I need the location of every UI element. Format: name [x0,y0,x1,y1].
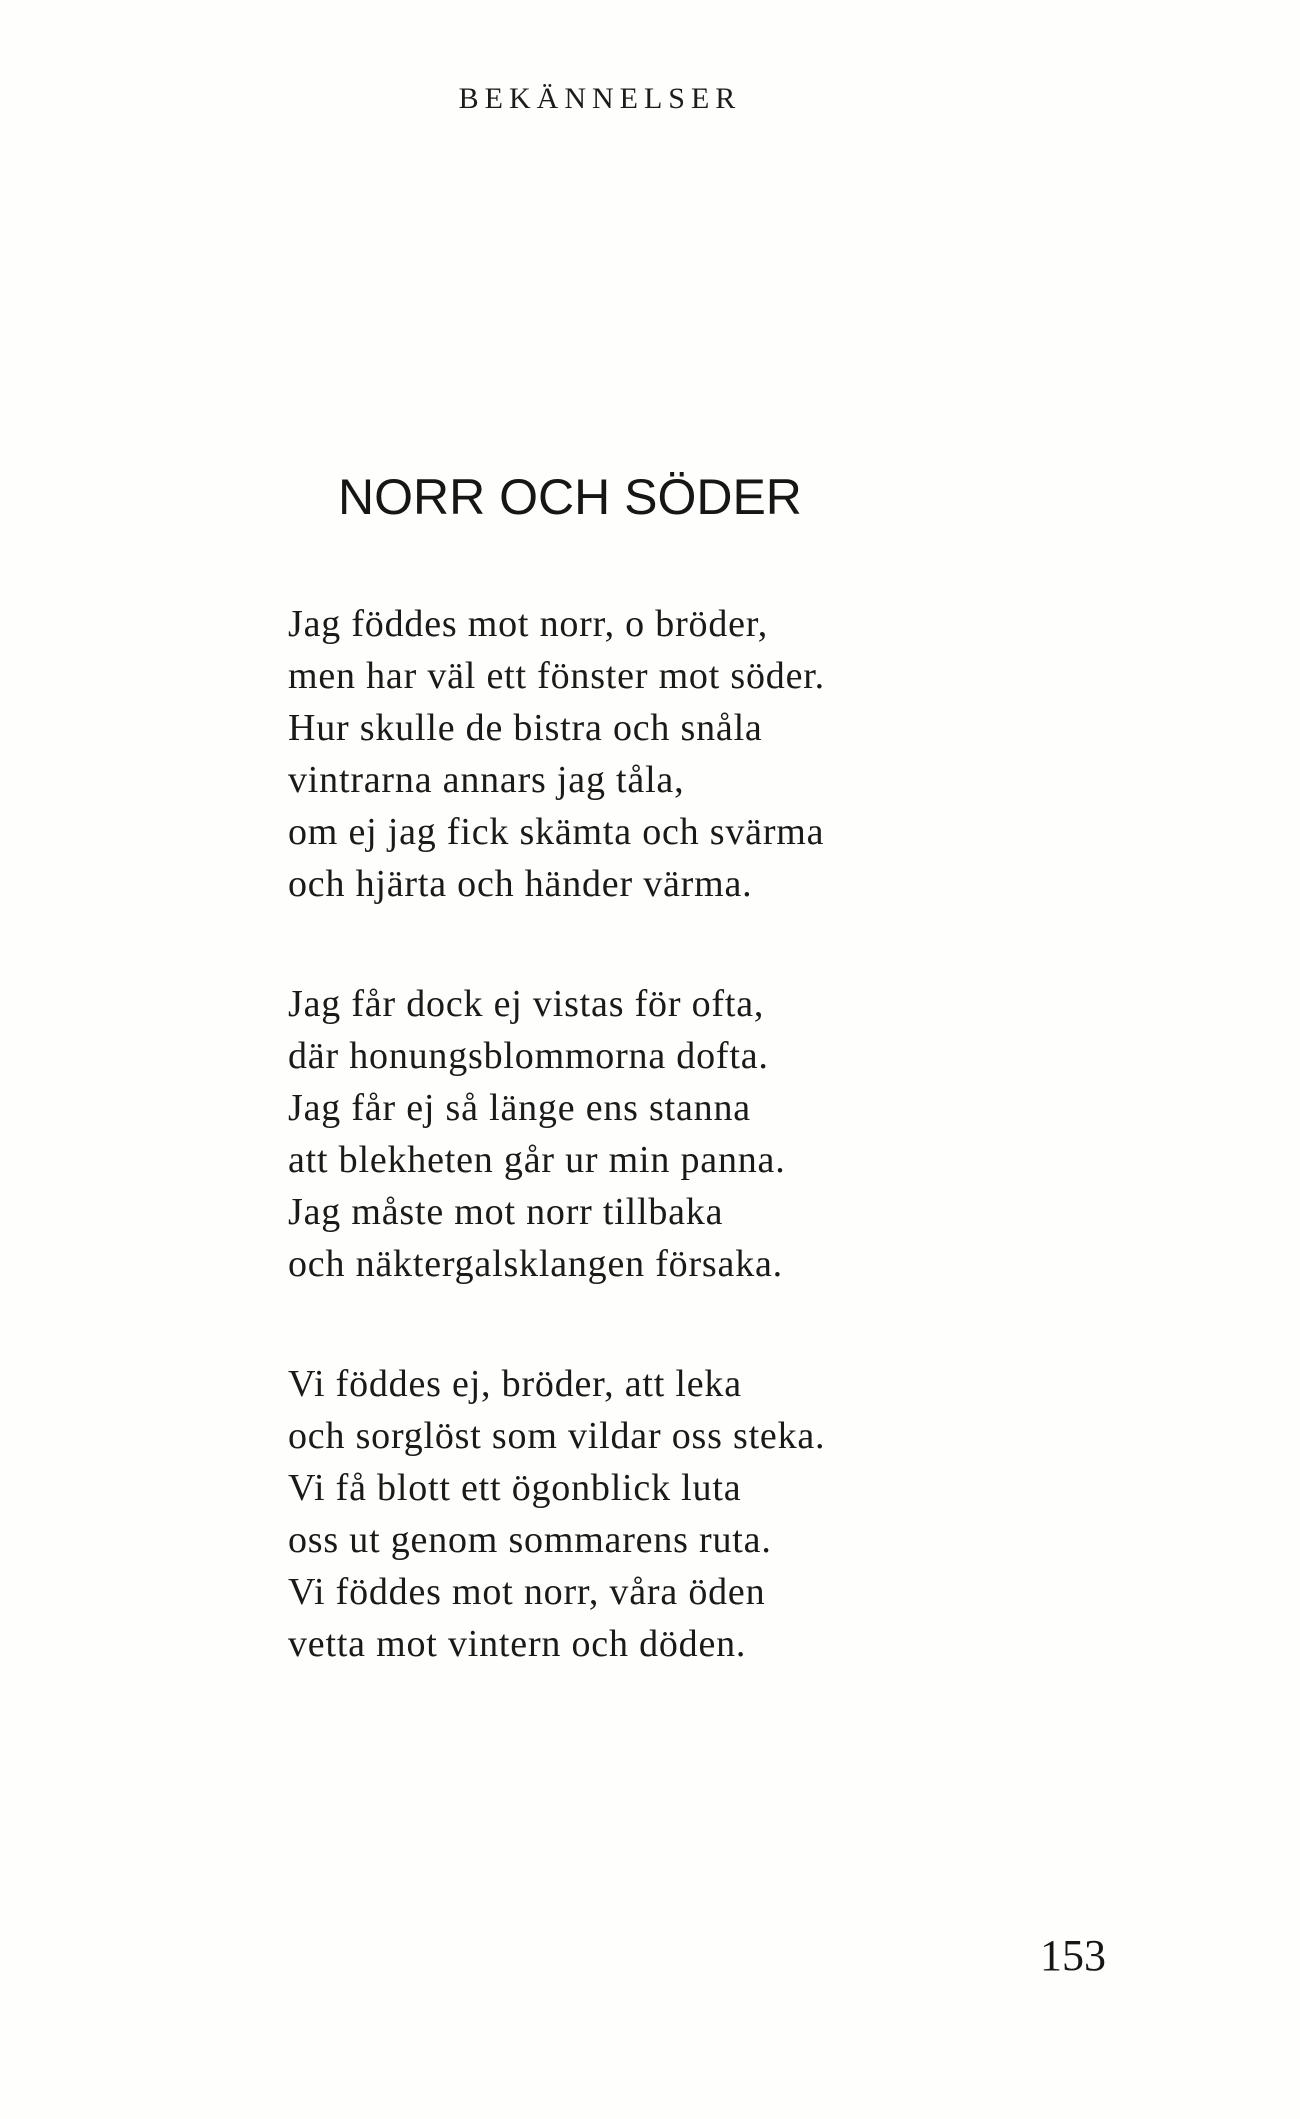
poem-line: Jag får ej så länge ens stanna [288,1087,751,1129]
poem-body [288,598,988,1738]
poem-line: och sorglöst som vildar oss steka. [288,1415,826,1457]
poem-line: och hjärta och händer värma. [288,863,753,905]
poem-line: Jag får dock ej vistas för ofta, [288,983,765,1025]
poem-line: om ej jag fick skämta och svärma [288,811,825,853]
poem-line: Vi få blott ett ögonblick luta [288,1467,742,1509]
poem-title: NORR OCH SÖDER [338,469,802,525]
poem-line: Vi föddes mot norr, våra öden [288,1571,766,1613]
page-number: 153 [1040,1931,1106,1980]
poem-line: där honungsblommorna dofta. [288,1035,769,1077]
stanza-1 [288,598,988,910]
poem-line: Jag föddes mot norr, o bröder, [288,603,769,645]
poem-line: men har väl ett fönster mot söder. [288,655,825,697]
poem-line: Hur skulle de bistra och snåla [288,707,763,749]
running-head: BEKÄNNELSER [458,82,742,115]
poem-line: vetta mot vintern och döden. [288,1623,747,1665]
poem-line: Vi föddes ej, bröder, att leka [288,1363,742,1405]
poem-line: Jag måste mot norr tillbaka [288,1191,724,1233]
stanza-3 [288,1358,988,1670]
poem-line: att blekheten går ur min panna. [288,1139,786,1181]
poem-line: oss ut genom sommarens ruta. [288,1519,772,1561]
stanza-2 [288,978,988,1290]
poem-line: och näktergalsklangen försaka. [288,1243,783,1285]
poem-line: vintrarna annars jag tåla, [288,759,685,801]
